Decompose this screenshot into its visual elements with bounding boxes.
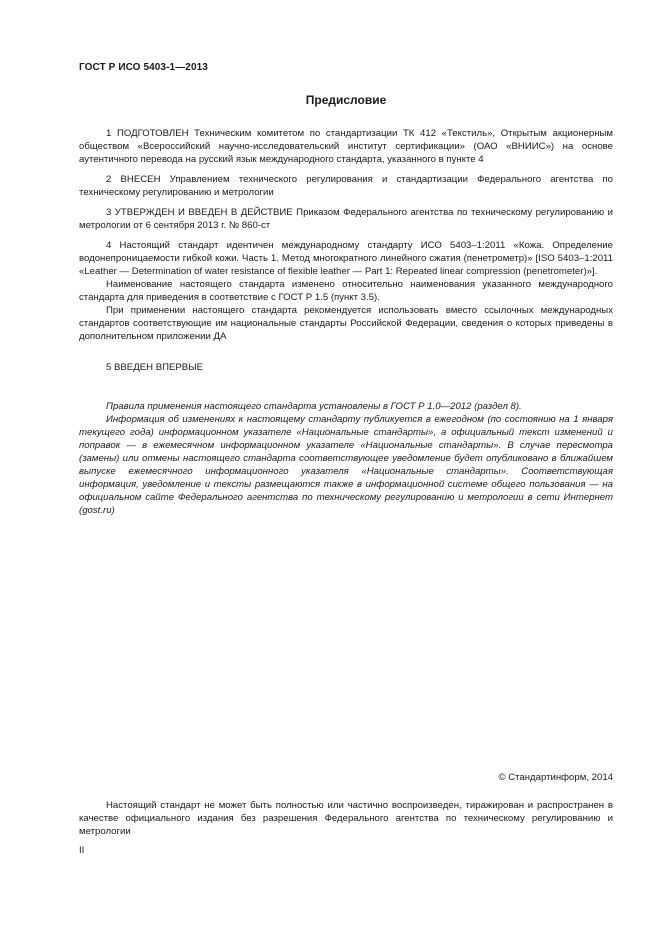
- page-number: II: [79, 845, 85, 856]
- section-4-name-change: Наименование настоящего стандарта изменено относительно наименования указанного международного стандарта для приведения в соответствие с ГОСТ Р 1.5 (пункт 3.5).: [79, 279, 613, 303]
- reproduction-notice: Настоящий стандарт не может быть полностью или частично воспроизведен, тиражирован и распространен в качестве официального издания без разрешения Федерального агентства по техническому регулированию и метрологии: [79, 800, 613, 837]
- section-4-references: При применении настоящего стандарта рекомендуется использовать вместо ссылочных международных стандартов соответствующие им национальные стандарты Российской Федерации, сведения о которых приведены в дополнительном приложении ДА: [79, 305, 613, 342]
- document-code: ГОСТ Р ИСО 5403-1—2013: [79, 62, 208, 73]
- page-title: Предисловие: [305, 93, 387, 107]
- section-5-first-introduced: 5 ВВЕДЕН ВПЕРВЫЕ: [106, 362, 204, 373]
- section-4-identical: 4 Настоящий стандарт идентичен международному стандарту ИСО 5403–1:2011 «Кожа. Определение водонепроницаемости гибкой кожи. Часть 1. Метод многократного линейного сжатия (пенетрометр)» [ISO 5403–1:2011 «Leather — Determination of water resistance of flexible leather — Part 1: Repeated linear compression (penetrometer)»].: [79, 240, 613, 277]
- section-3-approved: 3 УТВЕРЖДЕН И ВВЕДЕН В ДЕЙСТВИЕ Приказом Федерального агентства по техническому регулированию и метрологии от 6 сентября 2013 г. № 860-ст: [79, 207, 613, 231]
- section-2-introduced: 2 ВНЕСЕН Управлением технического регулирования и стандартизации Федерального агентства по техническому регулированию и метрологии: [79, 174, 613, 198]
- section-1-prepared: 1 ПОДГОТОВЛЕН Техническим комитетом по стандартизации ТК 412 «Текстиль», Открытым акционерным обществом «Всероссийский научно-исследовательский институт сертификации» (ОАО «ВНИИС») на основе аутентичного перевода на русский язык международного стандарта, указанного в пункте 4: [79, 128, 613, 165]
- foreword-body: [79, 127, 613, 517]
- notice-rules: Правила применения настоящего стандарта установлены в ГОСТ Р 1.0—2012 (раздел 8).: [106, 401, 522, 412]
- notice-information: Информация об изменениях к настоящему стандарту публикуется в ежегодном (по состоянию на 1 января текущего года) информационном указателе «Национальные стандарты», а официальный текст изменений и поправок — в ежемесячном информационном указателе «Национальные стандарты». В случае пересмотра (замены) или отмены настоящего стандарта соответствующее уведомление будет опубликовано в ближайшем выпуске ежемесячного информационного указателя «Национальные стандарты». Соответствующая информация, уведомление и тексты размещаются также в информационной системе общего пользования — на официальном сайте Федерального агентства по техническому регулированию и метрологии в сети Интернет (gost.ru): [79, 414, 613, 516]
- copyright-line: © Стандартинформ, 2014: [498, 772, 613, 783]
